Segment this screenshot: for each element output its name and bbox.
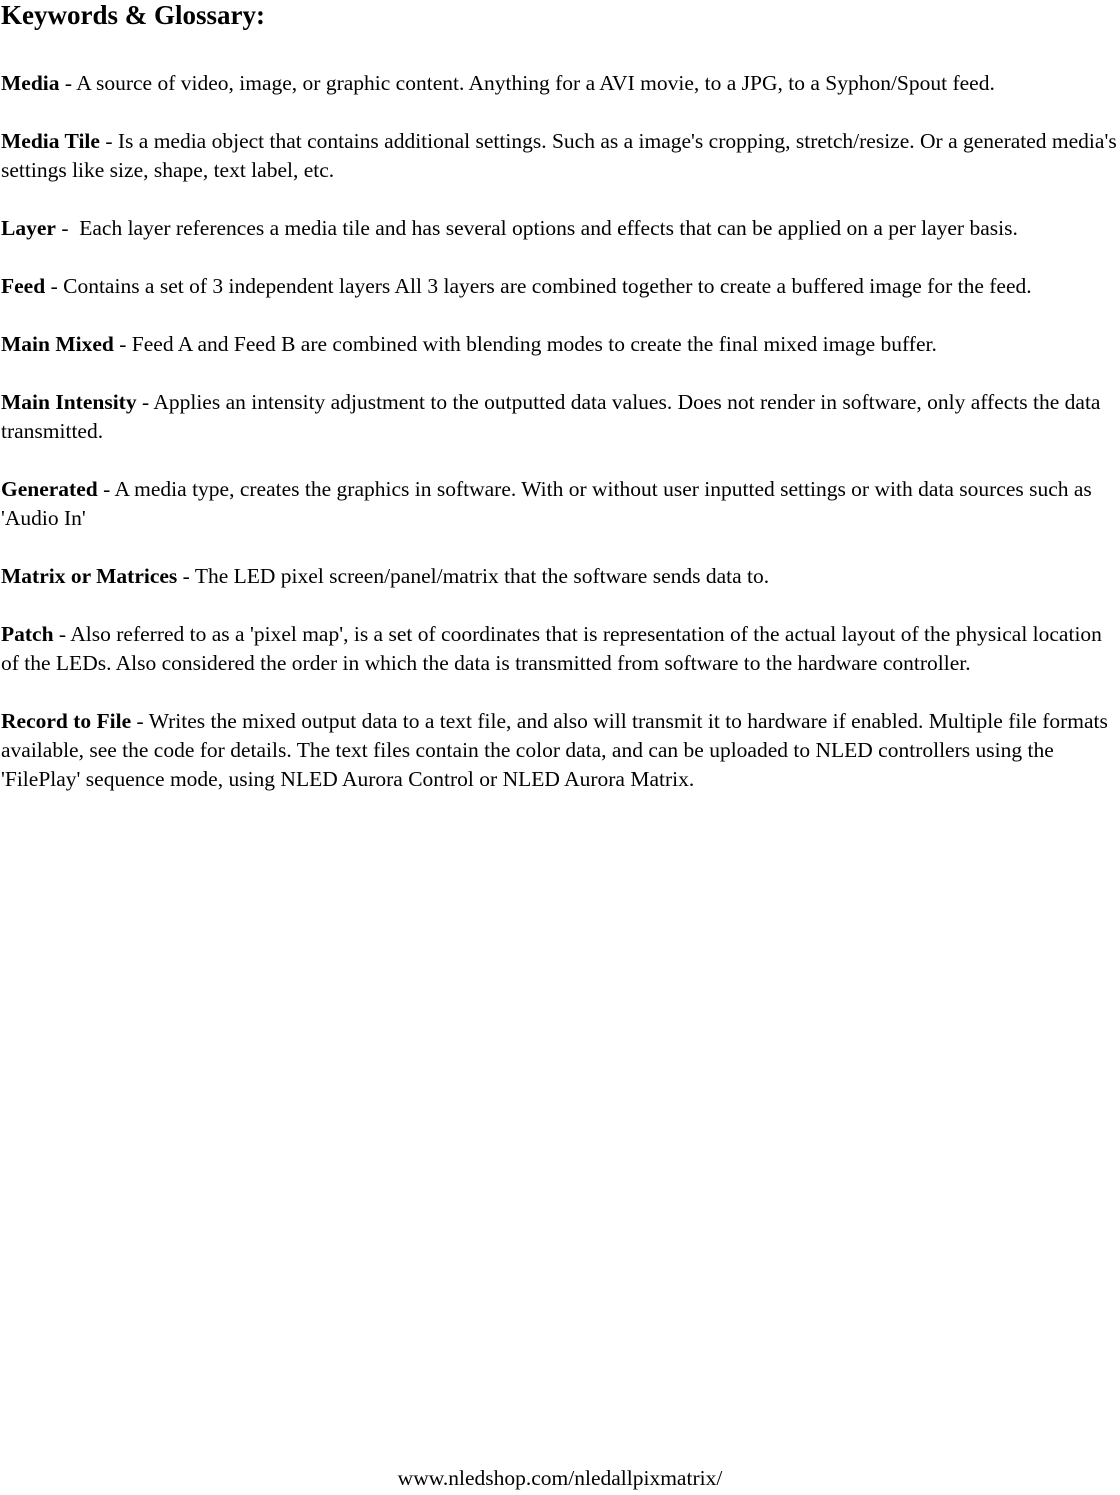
glossary-term: Layer bbox=[1, 216, 56, 240]
glossary-separator: - bbox=[45, 274, 64, 298]
glossary-separator: - bbox=[97, 477, 115, 501]
glossary-definition: Contains a set of 3 independent layers All 3 layers are combined together to create a buffered image for the feed. bbox=[63, 274, 1032, 298]
glossary-term: Record to File bbox=[1, 709, 132, 733]
glossary-separator: - bbox=[131, 709, 149, 733]
glossary-definition: A source of video, image, or graphic content. Anything for a AVI movie, to a JPG, to a Syphon/Spout feed. bbox=[76, 71, 995, 95]
glossary-term: Feed bbox=[1, 274, 46, 298]
glossary-entry-main-mixed bbox=[1, 330, 1120, 359]
glossary-term: Media Tile bbox=[1, 129, 100, 153]
glossary-definition: A media type, creates the graphics in software. With or without user inputted settings or with data sources such as 'Audio In' bbox=[1, 477, 1092, 530]
glossary-term: Generated bbox=[1, 477, 98, 501]
glossary-term: Media bbox=[1, 71, 60, 95]
glossary-term: Patch bbox=[1, 622, 54, 646]
glossary-entry-media bbox=[1, 69, 1120, 98]
glossary-list bbox=[1, 69, 1120, 823]
glossary-definition: Also referred to as a 'pixel map', is a set of coordinates that is representation of the actual layout of the physical location of the LEDs. Also considered the order in which the data is transmitted from software to the hardware controller. bbox=[1, 622, 1102, 675]
glossary-definition: The LED pixel screen/panel/matrix that the software sends data to. bbox=[194, 564, 770, 588]
glossary-entry-main-intensity bbox=[1, 388, 1120, 446]
glossary-definition: Writes the mixed output data to a text file, and also will transmit it to hardware if enabled. Multiple file formats available, see the code for details. The text files contain the color data, and can be uploaded to NLED controllers using the 'FilePlay' sequence mode, using NLED Aurora Control or NLED Aurora Matrix. bbox=[1, 709, 1108, 791]
glossary-separator: - bbox=[113, 332, 132, 356]
glossary-definition: Each layer references a media tile and has several options and effects that can be applied on a per layer basis. bbox=[79, 216, 1018, 240]
glossary-separator: - bbox=[99, 129, 118, 153]
glossary-entry-record-to-file bbox=[1, 707, 1120, 794]
glossary-separator: - bbox=[136, 390, 154, 414]
page-title: Keywords & Glossary: bbox=[1, 0, 265, 30]
glossary-entry-matrix bbox=[1, 562, 1120, 591]
glossary-definition: Feed A and Feed B are combined with blending modes to create the final mixed image buffer. bbox=[131, 332, 937, 356]
glossary-separator: - bbox=[59, 71, 77, 95]
footer-url: www.nledshop.com/nledallpixmatrix/ bbox=[397, 1466, 723, 1490]
glossary-separator: - bbox=[53, 622, 71, 646]
glossary-definition: Is a media object that contains additional settings. Such as a image's cropping, stretch/resize. Or a generated media's settings like size, shape, text label, etc. bbox=[1, 129, 1117, 182]
glossary-entry-generated bbox=[1, 475, 1120, 533]
glossary-term: Matrix or Matrices bbox=[1, 564, 178, 588]
glossary-entry-layer bbox=[1, 214, 1120, 243]
glossary-entry-feed bbox=[1, 272, 1120, 301]
glossary-separator: - bbox=[177, 564, 195, 588]
glossary-entry-patch bbox=[1, 620, 1120, 678]
glossary-entry-media-tile bbox=[1, 127, 1120, 185]
glossary-separator: - bbox=[55, 216, 80, 240]
glossary-term: Main Mixed bbox=[1, 332, 114, 356]
glossary-definition: Applies an intensity adjustment to the outputted data values. Does not render in software, only affects the data transmitted. bbox=[1, 390, 1101, 443]
glossary-term: Main Intensity bbox=[1, 390, 137, 414]
